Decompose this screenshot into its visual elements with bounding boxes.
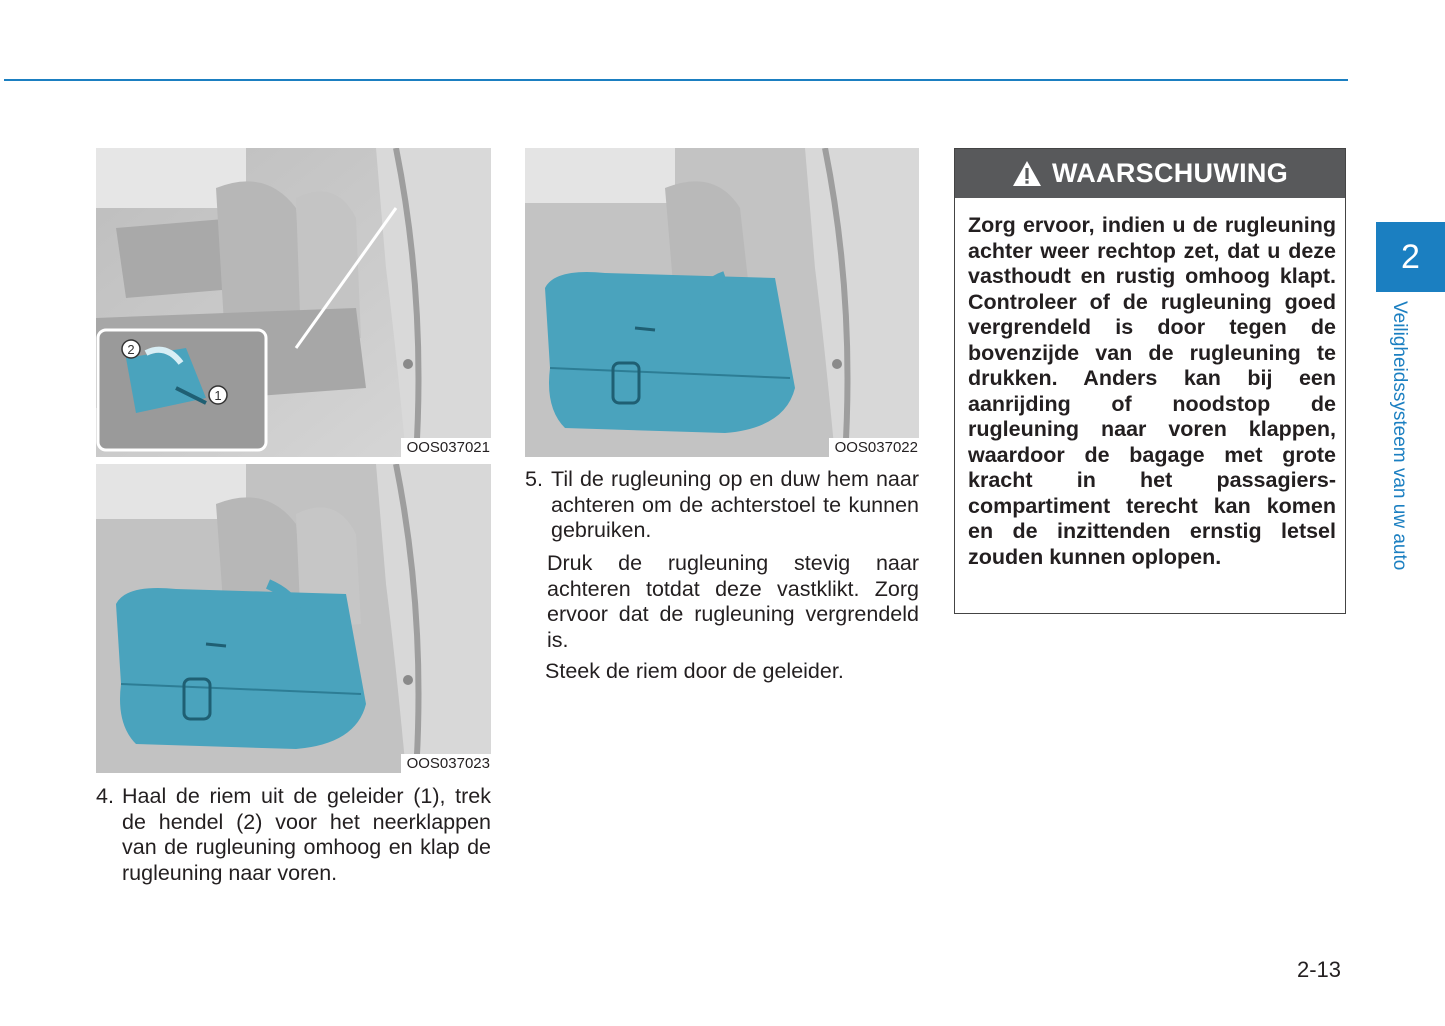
warning-triangle-icon bbox=[1012, 160, 1042, 187]
figure-seat-raised-back bbox=[525, 148, 919, 457]
step-number: 5. bbox=[525, 467, 543, 491]
chapter-title: Veiligheidssysteem van uw auto bbox=[1389, 301, 1410, 571]
page-number: 2-13 bbox=[1297, 957, 1342, 982]
step-5-detail: Druk de rugleuning stevig naar achteren totdat deze vastklikt. Zorg ervoor dat de rugleuning vergrendeld is. bbox=[547, 551, 919, 652]
warning-text: Zorg ervoor, indien u de rugleuning achter weer rechtop zet, dat u deze vasthoudt en rustig omhoog klapt. Controleer of de rugleuning goed vergrendeld is door tegen de bovenzijde van de rugleuning te drukken. Anders kan bij een aanrijding of noodstop de rugleuning naar voren klappen, waardoor de bagage met grote kracht in het passagiers-compartiment terecht kan komen en de inzittenden ernstig letsel zouden kunnen oplopen. bbox=[968, 213, 1336, 569]
warning-header bbox=[955, 149, 1345, 198]
seat-folded-illustration bbox=[96, 464, 491, 773]
warning-box bbox=[954, 148, 1346, 614]
figure-code: OOS037022 bbox=[829, 438, 919, 457]
seat-release-illustration bbox=[96, 148, 491, 457]
callout-2: 2 bbox=[127, 342, 135, 357]
seat-raise-illustration bbox=[525, 148, 919, 457]
step-text: Haal de riem uit de geleider (1), trek de hendel (2) voor het neerklappen van de rugleuning omhoog en klap de rugleuning naar voren. bbox=[122, 784, 491, 885]
figure-code: OOS037021 bbox=[401, 438, 491, 457]
step-number: 4. bbox=[96, 784, 114, 808]
warning-title: WAARSCHUWING bbox=[1051, 158, 1289, 188]
chapter-tab: 2 bbox=[1376, 222, 1445, 292]
step-text: Til de rugleuning op en duw hem naar achteren om de achterstoel te kunnen gebruiken. bbox=[551, 467, 919, 542]
figure-code: OOS037023 bbox=[401, 754, 491, 773]
figure-seat-folded-forward bbox=[96, 464, 491, 773]
callout-1: 1 bbox=[214, 388, 222, 403]
header-rule bbox=[4, 79, 1348, 81]
step-5-belt-note: Steek de riem door de geleider. bbox=[545, 659, 844, 683]
step-4 bbox=[96, 784, 491, 886]
step-5 bbox=[525, 467, 919, 544]
figure-seat-release-lever bbox=[96, 148, 491, 457]
